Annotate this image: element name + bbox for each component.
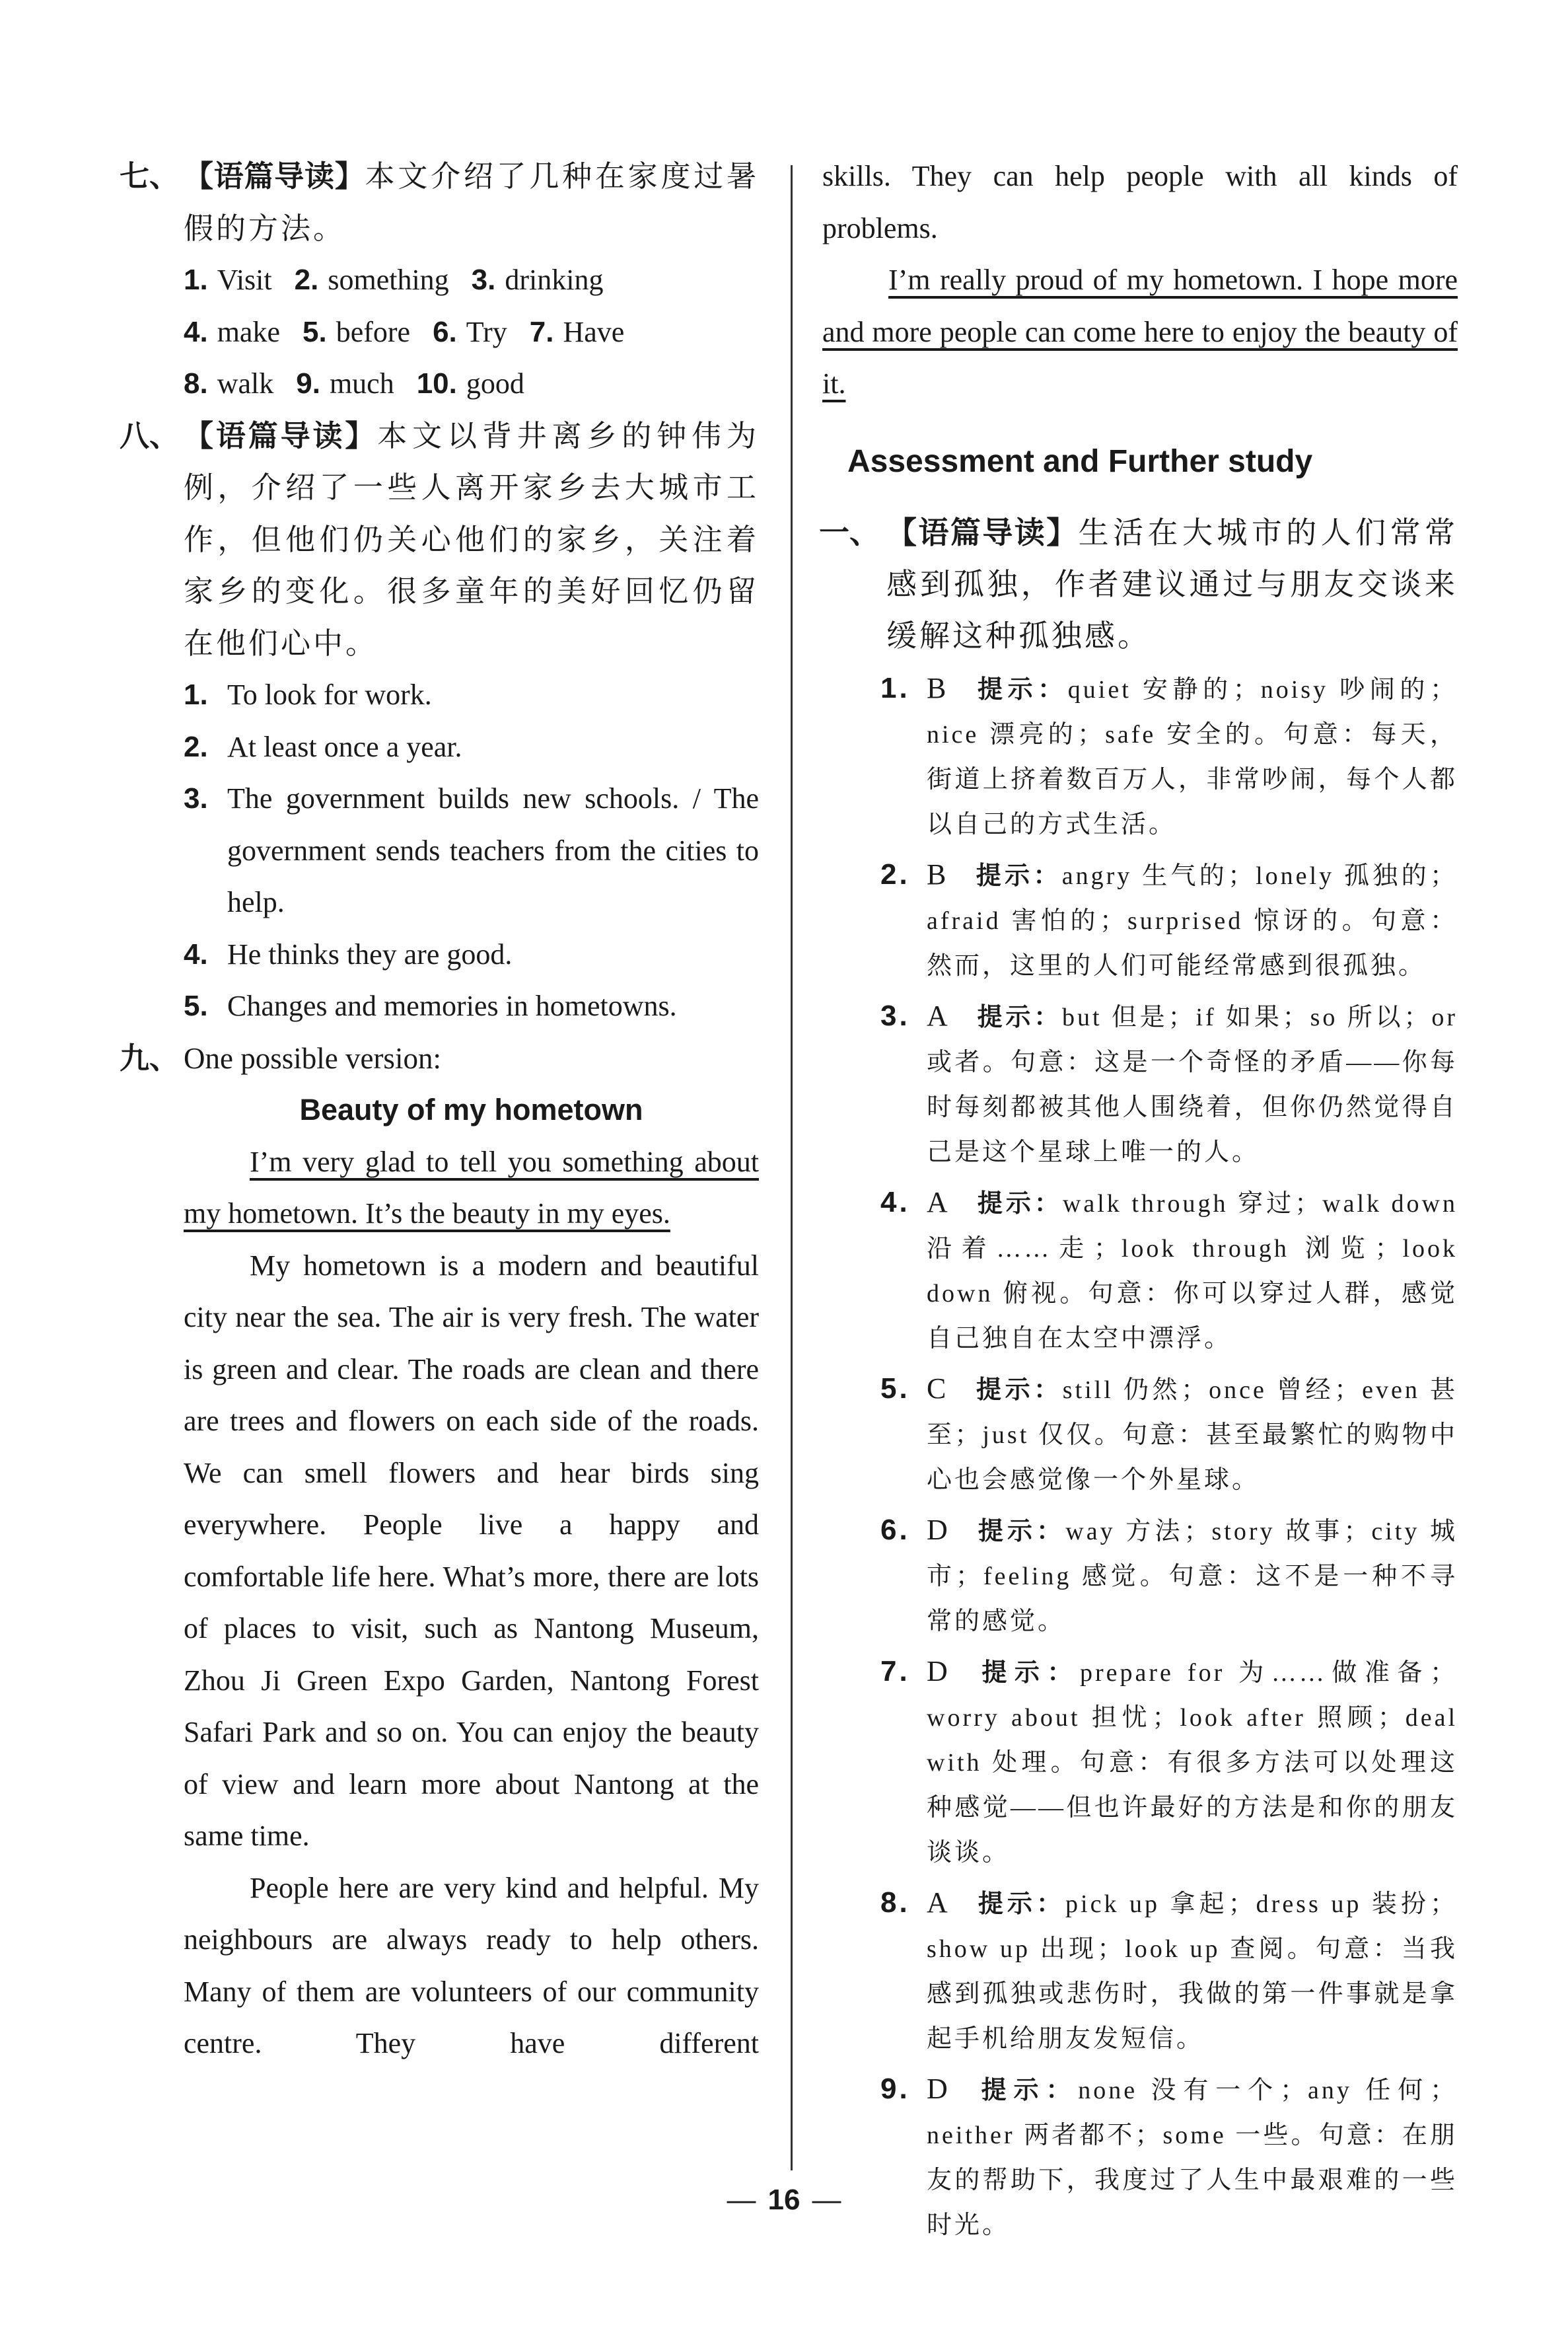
item-number: 7. — [880, 1654, 910, 1687]
item-number: 3. — [880, 999, 910, 1032]
answer-item — [184, 316, 280, 348]
answer-item — [433, 316, 507, 348]
list-item — [880, 1366, 1458, 1502]
item-answer: D — [927, 1513, 950, 1546]
hint-label: 提示： — [975, 674, 1068, 704]
hint-text: but 但是；if 如果；so 所以；or 或者。句意：这是一个奇怪的矛盾——你每时每刻都被其他人围绕着，但你仍然觉得自己是这个星球上唯一的人。 — [927, 1003, 1458, 1166]
list-item — [880, 1180, 1458, 1361]
item-text: At least once a year. — [227, 730, 462, 763]
essay-paragraph: My hometown is a modern and beautiful city near the sea. The air is very fresh. The water is green and clear. The roads are clean and there are trees and flowers on each side of the roads. We can smell flowers and hear birds sing everywhere. People live a happy and comfortable life here. What’s more, there are lots of places to visit, such as Nantong Museum, Zhou Ji Green Expo Garden, Nantong Forest Safari Park and so on. You can enjoy the beauty of view and learn more about Nantong at the same time. — [184, 1249, 759, 1852]
answer-row — [120, 254, 759, 307]
reading-guide-tag: 【语篇导读】 — [886, 514, 1079, 550]
hint-text: pick up 拿起；dress up 装扮；show up 出现；look up 查阅。句意：当我感到孤独或悲伤时，我做的第一件事就是拿起手机给朋友发短信。 — [927, 1890, 1458, 2053]
item-number: 1. — [184, 264, 208, 296]
item-answer: A — [927, 1185, 950, 1218]
item-answer: something — [328, 264, 449, 296]
column-divider — [791, 165, 793, 2170]
answer-rows — [120, 254, 759, 410]
section-intro: 生活在大城市的人们常常感到孤独，作者建议通过与朋友交谈来缓解这种孤独感。 — [886, 515, 1458, 653]
list-item — [880, 994, 1458, 1175]
item-answer: D — [927, 2072, 950, 2105]
item-answer: B — [927, 858, 949, 891]
essay-body — [120, 1136, 759, 2070]
list-item — [184, 980, 759, 1033]
item-answer: good — [466, 367, 524, 400]
answer-row — [120, 307, 759, 359]
item-number: 9. — [296, 367, 320, 400]
item-number: 5. — [880, 1372, 910, 1405]
hint-text: way 方法；story 故事；city 城市；feeling 感觉。句意：这不是一种不寻常的感觉。 — [927, 1517, 1458, 1635]
item-number: 8. — [880, 1886, 910, 1919]
item-number: 3. — [184, 782, 208, 815]
left-column — [120, 151, 759, 2070]
item-text: The government builds new schools. / The government sends teachers from the cities to help. — [227, 782, 759, 918]
essay-paragraph: People here are very kind and helpful. My neighbours are always ready to help others. Many of them are volunteers of our community centre. They have different — [184, 1871, 759, 2059]
item-answer: A — [927, 1886, 950, 1919]
hint-label: 提示： — [976, 2075, 1079, 2104]
reading-guide-tag: 【语篇导读】 — [184, 418, 378, 453]
hint-label: 提示： — [975, 860, 1062, 890]
item-number: 1. — [184, 679, 208, 711]
item-answer: Visit — [217, 264, 272, 296]
hint-label: 提示： — [975, 1374, 1063, 1404]
item-answer: drinking — [505, 264, 604, 296]
item-answer: A — [927, 999, 950, 1032]
answer-item — [303, 316, 410, 348]
essay-paragraph: skills. They can help people with all kinds of problems. — [822, 160, 1458, 244]
item-number: 1. — [880, 671, 910, 704]
item-number: 7. — [529, 315, 554, 348]
item-answer: much — [329, 367, 394, 400]
essay-paragraph-underlined: I’m really proud of my hometown. I hope more and more people can come here to enjoy the beauty of it. — [822, 264, 1458, 400]
hint-text: none 没有一个；any 任何；neither 两者都不；some 一些。句意：在朋友的帮助下，我度过了人生中最艰难的一些时光。 — [927, 2076, 1458, 2239]
section-intro: 本文以背井离乡的钟伟为例，介绍了一些人离开家乡去大城市工作，但他们仍关心他们的家乡，关注着家乡的变化。很多童年的美好回忆仍留在他们心中。 — [184, 419, 759, 660]
item-number: 5. — [184, 990, 208, 1022]
list-item — [880, 1508, 1458, 1644]
item-answer: Have — [563, 315, 625, 348]
section-8 — [120, 410, 759, 670]
item-number: 4. — [184, 938, 208, 971]
answer-row — [120, 358, 759, 410]
answer-item — [296, 367, 394, 400]
page-number: — 16 — — [727, 2184, 841, 2216]
item-number: 2. — [294, 264, 319, 296]
hint-text: prepare for 为……做准备；worry about 担忧；look after 照顾；deal with 处理。句意：有很多方法可以处理这种感觉——但也许最好的方法是和你的朋友谈谈。 — [927, 1658, 1458, 1866]
section-intro: One possible version: — [184, 1041, 441, 1075]
section-label: 一、 — [819, 514, 880, 550]
item-answer: make — [217, 315, 280, 348]
item-number: 10. — [416, 367, 457, 400]
hint-text: angry 生气的；lonely 孤独的；afraid 害怕的；surprised 惊讶的。句意：然而，这里的人们可能经常感到很孤独。 — [927, 862, 1458, 980]
section-label: 八、 — [120, 418, 180, 453]
item-answer: walk — [217, 367, 274, 400]
answer-item — [472, 264, 604, 296]
section-7 — [120, 151, 759, 254]
answer-item — [184, 264, 272, 296]
item-number: 4. — [184, 315, 208, 348]
answer-list — [120, 669, 759, 1033]
section-label: 七、 — [120, 159, 180, 194]
hint-text: quiet 安静的；noisy 吵闹的；nice 漂亮的；safe 安全的。句意：每天，街道上挤着数百万人，非常吵闹，每个人都以自己的方式生活。 — [927, 675, 1458, 838]
list-item — [880, 2067, 1458, 2248]
hint-text: walk through 穿过；walk down 沿着……走；look through 浏览；look down 俯视。句意：你可以穿过人群，感觉自己独自在太空中漂浮。 — [927, 1189, 1458, 1352]
item-number: 2. — [184, 730, 208, 763]
essay-title: Beauty of my hometown — [299, 1093, 643, 1126]
item-number: 2. — [880, 858, 910, 891]
hint-label: 提示： — [976, 1657, 1080, 1687]
hint-text: still 仍然；once 曾经；even 甚至；just 仅仅。句意：甚至最繁忙的购物中心也会感觉像一个外星球。 — [927, 1376, 1458, 1494]
section-heading: Assessment and Further study — [847, 443, 1313, 479]
list-item — [184, 669, 759, 721]
hint-label: 提示： — [976, 1888, 1066, 1918]
essay-continued — [822, 151, 1458, 410]
hint-label: 提示： — [976, 1188, 1063, 1218]
item-number: 5. — [303, 315, 327, 348]
item-number: 8. — [184, 367, 208, 400]
answer-item — [295, 264, 449, 296]
answer-item — [417, 367, 524, 400]
list-item — [184, 773, 759, 929]
reading-guide-tag: 【语篇导读】 — [184, 159, 365, 194]
essay-paragraph-underlined: I’m very glad to tell you something about my hometown. It’s the beauty in my eyes. — [184, 1145, 759, 1230]
item-number: 4. — [880, 1185, 910, 1218]
item-answer: Try — [466, 315, 507, 348]
item-text: Changes and memories in hometowns. — [227, 990, 677, 1022]
list-item — [880, 852, 1458, 988]
hint-label: 提示： — [976, 1516, 1066, 1545]
answer-list — [822, 666, 1458, 2248]
item-number: 3. — [471, 264, 496, 296]
section-1 — [819, 507, 1458, 662]
section-label: 九、 — [120, 1040, 180, 1076]
item-text: To look for work. — [227, 679, 432, 711]
item-answer: D — [927, 1654, 950, 1687]
list-item — [184, 721, 759, 774]
answer-item — [530, 316, 625, 348]
answer-item — [184, 367, 273, 400]
right-column — [819, 151, 1458, 2253]
item-number: 9. — [880, 2072, 910, 2105]
list-item — [880, 1649, 1458, 1875]
page-number-text: 16 — [767, 2184, 801, 2216]
item-answer: before — [336, 315, 411, 348]
list-item — [880, 1880, 1458, 2061]
section-intro: 本文介绍了几种在家度过暑假的方法。 — [184, 160, 759, 245]
item-number: 6. — [880, 1513, 910, 1546]
list-item — [880, 666, 1458, 847]
section-9 — [120, 1033, 759, 1085]
item-text: He thinks they are good. — [227, 938, 513, 971]
item-number: 6. — [433, 315, 457, 348]
item-answer: C — [927, 1372, 949, 1405]
hint-label: 提示： — [976, 1002, 1063, 1031]
list-item — [184, 929, 759, 981]
item-answer: B — [927, 671, 949, 704]
